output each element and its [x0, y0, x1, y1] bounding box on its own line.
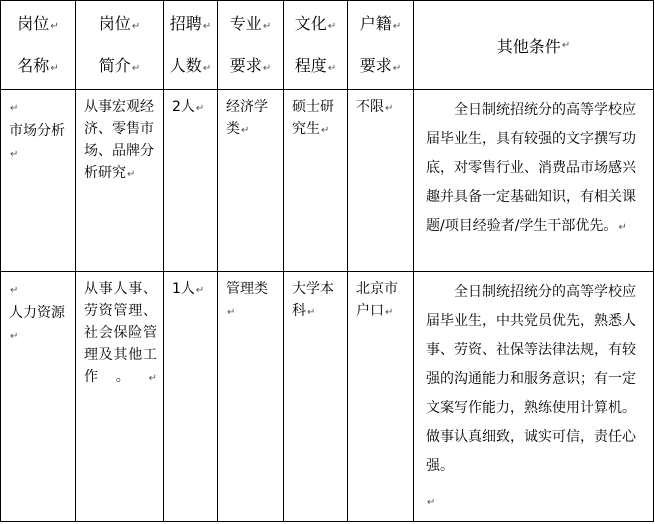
row-headcount: 1人↵ [164, 272, 218, 522]
row-major: 管理类↵ [218, 272, 284, 522]
row-position-name: ↵ 人力资源↵ [1, 272, 76, 522]
header-headcount: 招聘↵ 人数↵ [164, 1, 218, 90]
table-row [1, 90, 654, 272]
row-other-conditions: 全日制统招统分的高等学校应届毕业生，中共党员优先，熟悉人事、劳资、社保等法律法规，有较强的沟通能力和服务意识；有一定文案写作能力，熟练使用计算机。做事认真细致，诚实可信，责任心强。 ↵ [414, 272, 654, 522]
row-position-name: ↵ 市场分析↵ [1, 90, 76, 272]
row-other-conditions: 全日制统招统分的高等学校应届毕业生，具有较强的文字撰写功底，对零售行业、消费品市场感兴趣并具备一定基础知识，有相关课题/项目经验者/学生干部优先。↵ [414, 90, 654, 272]
header-position-name: 岗位↵ 名称↵ [1, 1, 76, 90]
header-other-conditions: 其他条件 ↵ [414, 1, 654, 90]
header-education: 文化↵ 程度↵ [284, 1, 348, 90]
header-position-intro: 岗位↵ 简介↵ [76, 1, 164, 90]
header-major: 专业↵ 要求↵ [218, 1, 284, 90]
row-hukou: 不限↵ [348, 90, 414, 272]
row-education: 硕士研究生↵ [284, 90, 348, 272]
row-position-intro: 从事人事、劳资管理、社会保险管理及其他工作。↵ [76, 272, 164, 522]
table-row [1, 272, 654, 522]
row-headcount: 2人↵ [164, 90, 218, 272]
header-hukou: 户籍↵ 要求↵ [348, 1, 414, 90]
table-header-row [1, 1, 654, 90]
row-position-intro: 从事宏观经济、零售市场、品牌分析研究↵ [76, 90, 164, 272]
row-hukou: 北京市户口↵ [348, 272, 414, 522]
row-major: 经济学类↵ [218, 90, 284, 272]
row-education: 大学本科↵ [284, 272, 348, 522]
